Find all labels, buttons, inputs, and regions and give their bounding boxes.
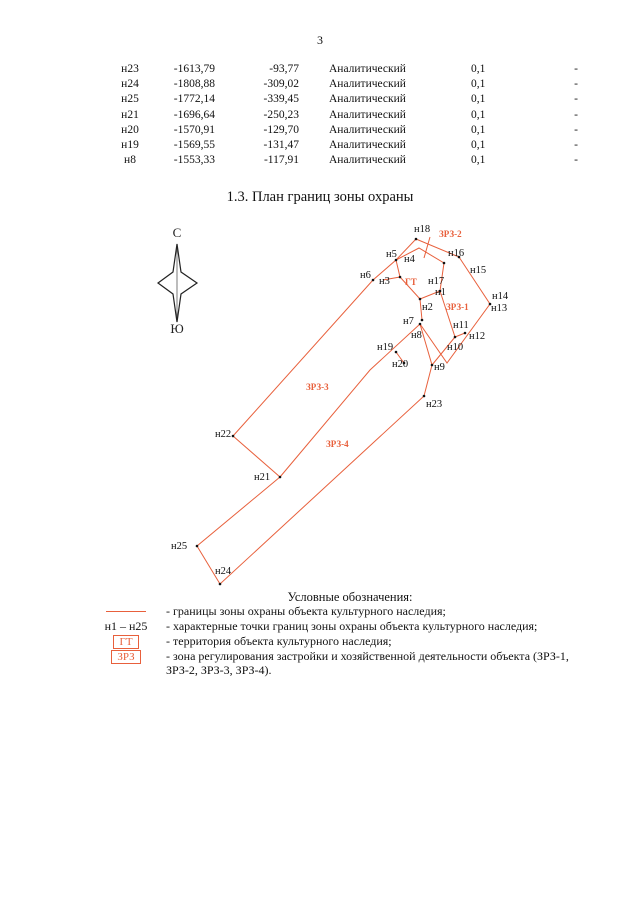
point-label: н20 (392, 359, 409, 370)
legend-text: - территория объекта культурного наследия; (166, 634, 392, 648)
cell-point: н8 (124, 154, 136, 167)
cell-accuracy: 0,1 (471, 154, 486, 167)
point-label: н23 (426, 399, 443, 410)
zone-label-zrz3: ЗРЗ-3 (306, 382, 329, 392)
point-label: н15 (470, 265, 487, 276)
cell-point: н19 (121, 139, 139, 152)
zone-label-gt: ГТ (405, 277, 417, 287)
cell-method: Аналитический (329, 154, 406, 167)
cell-description: - (574, 123, 578, 136)
cell-method: Аналитический (329, 123, 406, 136)
cell-accuracy: 0,1 (471, 93, 486, 106)
point-label: н12 (469, 331, 486, 342)
legend-text: - зона регулирования застройки и хозяйственной деятельности объекта (ЗРЗ-1, ЗРЗ-2, ЗРЗ-3, ЗРЗ-4). (166, 649, 569, 677)
territory-symbol: ГТ (113, 635, 138, 649)
point-label: н17 (428, 276, 445, 287)
cell-x: -1613,79 (173, 63, 215, 75)
points-symbol: н1 – н25 (104, 619, 148, 633)
point-label: н4 (404, 254, 415, 265)
cell-point: н24 (121, 78, 139, 91)
legend-text: - границы зоны охраны объекта культурного наследия; (166, 604, 446, 618)
compass-south-label: Ю (170, 321, 184, 336)
point-label: н3 (379, 276, 390, 287)
cell-x: -1696,64 (173, 108, 215, 121)
cell-x: -1570,91 (173, 123, 215, 136)
cell-point: н21 (121, 108, 139, 121)
point-label: н5 (386, 249, 397, 260)
point-label: н7 (403, 316, 414, 327)
cell-y: -131,47 (263, 139, 299, 152)
point-label: н13 (491, 303, 508, 314)
point-label: н8 (411, 330, 422, 341)
point-label: н14 (492, 291, 509, 302)
cell-method: Аналитический (329, 63, 406, 75)
point-label: н18 (414, 224, 431, 235)
zone-label-zrz4: ЗРЗ-4 (326, 439, 349, 449)
cell-x: -1772,14 (173, 93, 215, 106)
cell-x: -1808,88 (173, 78, 215, 91)
point-label: н16 (448, 248, 465, 259)
cell-description: - (574, 108, 578, 121)
point-label: н9 (434, 362, 445, 373)
point-markers (196, 238, 492, 586)
cell-y: -93,77 (269, 63, 299, 75)
point-label: н24 (215, 566, 232, 577)
boundary-lines (197, 237, 490, 584)
legend-text: - характерные точки границ зоны охраны объекта культурного наследия; (166, 619, 538, 633)
cell-description: - (574, 93, 578, 106)
cell-description: - (574, 63, 578, 75)
cell-description: - (574, 139, 578, 152)
page-number: 3 (317, 33, 323, 47)
cell-point: н20 (121, 123, 139, 136)
point-label: н25 (171, 541, 188, 552)
zone-label-zrz2: ЗРЗ-2 (439, 229, 462, 239)
cell-y: -309,02 (263, 78, 299, 91)
boundary-line-symbol (100, 604, 152, 619)
cell-x: -1569,55 (173, 139, 215, 152)
point-label: н22 (215, 429, 232, 440)
cell-method: Аналитический (329, 78, 406, 91)
point-label: н21 (254, 472, 271, 483)
cell-method: Аналитический (329, 108, 406, 121)
cell-y: -117,91 (263, 154, 299, 167)
point-label: н2 (422, 302, 433, 313)
cell-method: Аналитический (329, 139, 406, 152)
cell-y: -339,45 (263, 93, 299, 106)
cell-method: Аналитический (329, 93, 406, 106)
section-title: 1.3. План границ зоны охраны (226, 189, 414, 205)
point-label: н6 (360, 270, 371, 281)
legend-title: Условные обозначения: (287, 590, 413, 604)
zone-symbol: ЗРЗ (111, 650, 140, 664)
cell-y: -250,23 (263, 108, 299, 121)
cell-accuracy: 0,1 (471, 78, 486, 91)
compass-icon (158, 244, 197, 322)
cell-accuracy: 0,1 (471, 123, 486, 136)
cell-y: -129,70 (263, 123, 299, 136)
cell-x: -1553,33 (173, 154, 215, 167)
cell-accuracy: 0,1 (471, 108, 486, 121)
zone-label-zrz1: ЗРЗ-1 (446, 302, 469, 312)
point-label: н19 (377, 342, 394, 353)
cell-accuracy: 0,1 (471, 63, 486, 75)
point-label: н10 (447, 342, 464, 353)
cell-point: н23 (121, 63, 139, 75)
point-label: н1 (435, 287, 446, 298)
cell-accuracy: 0,1 (471, 139, 486, 152)
cell-point: н25 (121, 93, 139, 106)
cell-description: - (574, 154, 578, 167)
point-label: н11 (453, 320, 469, 331)
compass-north-label: С (172, 225, 182, 240)
cell-description: - (574, 78, 578, 91)
